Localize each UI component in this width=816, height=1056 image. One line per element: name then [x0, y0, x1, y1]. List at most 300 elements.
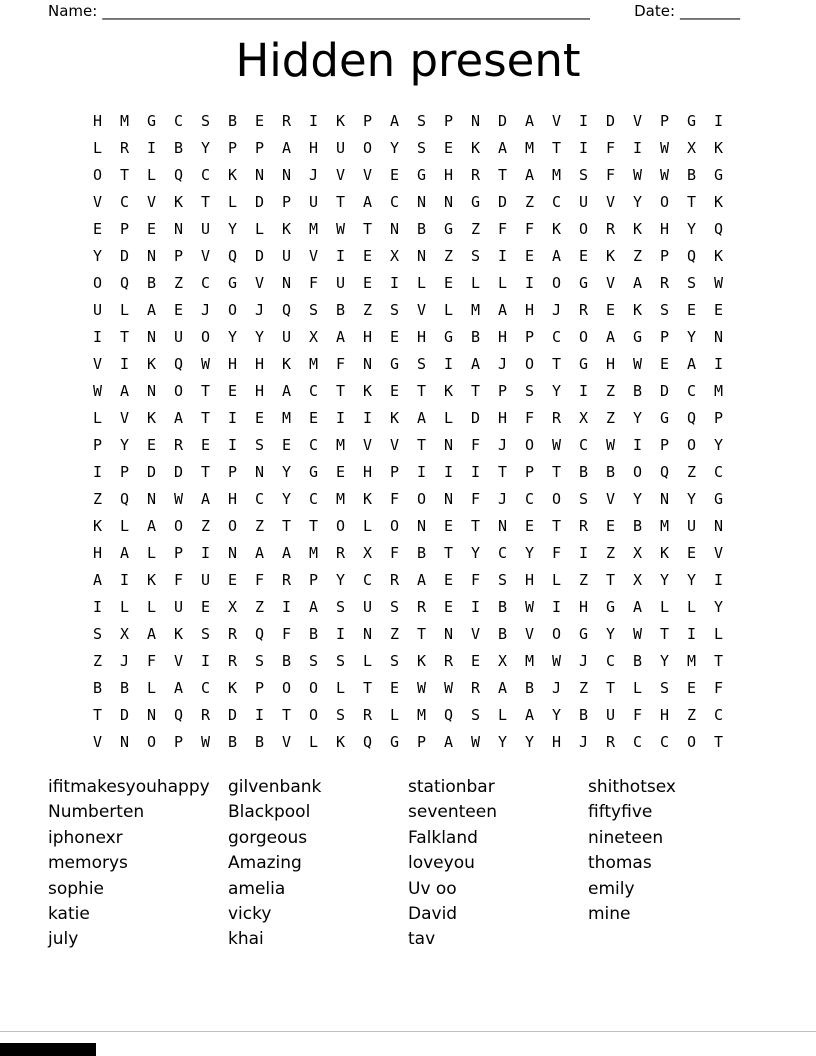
grid-letter: X — [362, 544, 373, 562]
grid-letter: T — [443, 544, 454, 562]
grid-letter: M — [335, 436, 346, 454]
grid-letter: C — [200, 166, 211, 184]
grid-letter: G — [605, 598, 616, 616]
grid-letter: Q — [227, 247, 238, 265]
grid-letter: K — [362, 490, 373, 508]
grid-letter: J — [551, 679, 562, 697]
grid-letter: H — [659, 220, 670, 238]
grid-letter: A — [632, 274, 643, 292]
grid-letter: I — [578, 382, 589, 400]
grid-letter: R — [578, 517, 589, 535]
grid-letter: K — [281, 220, 292, 238]
grid-letter: E — [308, 409, 319, 427]
grid-letter: Z — [605, 409, 616, 427]
grid-letter: N — [470, 112, 481, 130]
grid-letter: W — [416, 679, 427, 697]
grid-letter: Q — [173, 355, 184, 373]
grid-letter: W — [632, 166, 643, 184]
grid-letter: E — [686, 679, 697, 697]
grid-letter: Y — [686, 571, 697, 589]
grid-letter: H — [551, 733, 562, 751]
grid-letter: O — [227, 301, 238, 319]
grid-letter: N — [362, 355, 373, 373]
grid-letter: A — [254, 544, 265, 562]
grid-letter: V — [524, 625, 535, 643]
grid-letter: Q — [713, 220, 724, 238]
grid-letter: P — [173, 247, 184, 265]
grid-letter: Y — [632, 193, 643, 211]
grid-row — [0, 459, 816, 486]
grid-letter: R — [605, 220, 616, 238]
grid-letter: T — [200, 382, 211, 400]
grid-row — [0, 189, 816, 216]
grid-letter: W — [632, 625, 643, 643]
grid-letter: V — [281, 733, 292, 751]
grid-letter: M — [659, 517, 670, 535]
grid-letter: N — [713, 517, 724, 535]
grid-letter: D — [254, 193, 265, 211]
grid-letter: P — [227, 139, 238, 157]
grid-letter: I — [632, 139, 643, 157]
word-item: sophie — [48, 878, 105, 899]
grid-letter: Z — [686, 706, 697, 724]
grid-letter: H — [254, 355, 265, 373]
grid-letter: S — [389, 301, 400, 319]
grid-letter: Z — [254, 517, 265, 535]
grid-letter: G — [578, 274, 589, 292]
grid-letter: Q — [686, 409, 697, 427]
word-item: vicky — [228, 904, 272, 925]
word-item: stationbar — [408, 777, 495, 797]
grid-letter: K — [470, 139, 481, 157]
grid-letter: Y — [605, 625, 616, 643]
word-list-column — [588, 775, 768, 953]
grid-letter: L — [632, 679, 643, 697]
word-item: memorys — [48, 853, 128, 874]
grid-letter: O — [362, 139, 373, 157]
grid-letter: C — [524, 490, 535, 508]
grid-letter: L — [443, 301, 454, 319]
grid-row — [0, 297, 816, 324]
grid-letter: T — [470, 517, 481, 535]
grid-letter: Z — [632, 247, 643, 265]
grid-letter: P — [362, 112, 373, 130]
word-item: Falkland — [408, 827, 478, 848]
grid-letter: C — [254, 490, 265, 508]
grid-letter: N — [119, 733, 130, 751]
grid-letter: Y — [281, 463, 292, 481]
grid-letter: O — [416, 490, 427, 508]
grid-letter: X — [632, 544, 643, 562]
grid-row — [0, 243, 816, 270]
grid-letter: P — [308, 571, 319, 589]
grid-letter: O — [146, 733, 157, 751]
grid-letter: C — [173, 112, 184, 130]
grid-letter: E — [686, 544, 697, 562]
grid-letter: A — [92, 571, 103, 589]
grid-letter: Y — [524, 544, 535, 562]
grid-letter: N — [254, 166, 265, 184]
grid-letter: E — [389, 328, 400, 346]
grid-letter: Y — [227, 328, 238, 346]
grid-letter: V — [389, 436, 400, 454]
grid-letter: H — [308, 139, 319, 157]
grid-letter: S — [335, 706, 346, 724]
grid-letter: B — [416, 544, 427, 562]
grid-letter: P — [659, 436, 670, 454]
grid-letter: U — [281, 328, 292, 346]
grid-letter: M — [524, 652, 535, 670]
grid-letter: H — [92, 112, 103, 130]
grid-letter: T — [497, 166, 508, 184]
footer-block — [0, 1043, 96, 1056]
grid-letter: S — [659, 301, 670, 319]
grid-letter: J — [578, 652, 589, 670]
grid-letter: K — [281, 355, 292, 373]
grid-letter: I — [632, 436, 643, 454]
grid-letter: Y — [524, 733, 535, 751]
grid-letter: B — [524, 679, 535, 697]
word-item: july — [48, 929, 79, 950]
grid-letter: P — [173, 544, 184, 562]
grid-letter: L — [146, 598, 157, 616]
grid-letter: A — [524, 112, 535, 130]
grid-letter: M — [281, 409, 292, 427]
grid-letter: A — [308, 598, 319, 616]
grid-letter: K — [227, 679, 238, 697]
grid-letter: K — [713, 247, 724, 265]
grid-letter: H — [362, 328, 373, 346]
grid-letter: X — [389, 247, 400, 265]
grid-letter: S — [578, 166, 589, 184]
grid-letter: Z — [605, 544, 616, 562]
grid-letter: R — [470, 166, 481, 184]
grid-letter: P — [497, 382, 508, 400]
grid-row — [0, 702, 816, 729]
grid-letter: R — [605, 733, 616, 751]
grid-letter: I — [524, 274, 535, 292]
word-item: Blackpool — [228, 802, 311, 823]
grid-letter: S — [470, 706, 481, 724]
grid-letter: T — [281, 517, 292, 535]
grid-letter: I — [200, 652, 211, 670]
grid-letter: I — [92, 328, 103, 346]
grid-letter: F — [497, 220, 508, 238]
grid-letter: V — [605, 193, 616, 211]
grid-letter: P — [281, 193, 292, 211]
grid-letter: L — [497, 706, 508, 724]
grid-letter: T — [92, 706, 103, 724]
grid-letter: A — [497, 679, 508, 697]
grid-letter: S — [686, 274, 697, 292]
grid-letter: V — [173, 652, 184, 670]
grid-letter: Z — [524, 193, 535, 211]
grid-letter: S — [308, 652, 319, 670]
grid-letter: J — [254, 301, 265, 319]
grid-letter: R — [362, 706, 373, 724]
grid-letter: V — [335, 166, 346, 184]
grid-letter: Y — [389, 139, 400, 157]
grid-letter: L — [335, 679, 346, 697]
grid-letter: Y — [632, 409, 643, 427]
grid-letter: F — [551, 544, 562, 562]
grid-letter: H — [524, 301, 535, 319]
grid-letter: B — [173, 139, 184, 157]
grid-letter: G — [578, 625, 589, 643]
grid-letter: E — [200, 598, 211, 616]
grid-letter: O — [551, 274, 562, 292]
grid-letter: V — [362, 436, 373, 454]
grid-letter: G — [713, 166, 724, 184]
grid-letter: G — [416, 166, 427, 184]
grid-letter: H — [605, 355, 616, 373]
grid-letter: K — [146, 355, 157, 373]
grid-letter: K — [173, 193, 184, 211]
date-label: Date: — [634, 2, 675, 20]
grid-letter: Q — [119, 274, 130, 292]
grid-letter: C — [308, 382, 319, 400]
word-list-column — [228, 775, 408, 953]
grid-letter: I — [335, 247, 346, 265]
grid-letter: D — [227, 706, 238, 724]
grid-letter: N — [443, 436, 454, 454]
grid-letter: J — [551, 301, 562, 319]
grid-letter: B — [497, 625, 508, 643]
grid-letter: L — [389, 706, 400, 724]
word-item: fiftyfive — [588, 802, 653, 823]
grid-letter: Z — [578, 571, 589, 589]
grid-letter: S — [416, 139, 427, 157]
grid-letter: G — [632, 328, 643, 346]
grid-letter: M — [308, 220, 319, 238]
grid-row — [0, 324, 816, 351]
date-line: ________ — [680, 2, 740, 20]
word-item: loveyou — [408, 853, 475, 874]
grid-letter: U — [200, 571, 211, 589]
grid-letter: A — [200, 490, 211, 508]
grid-letter: E — [227, 382, 238, 400]
grid-letter: U — [578, 193, 589, 211]
grid-letter: W — [470, 733, 481, 751]
grid-letter: P — [119, 220, 130, 238]
grid-letter: L — [551, 571, 562, 589]
grid-letter: L — [362, 517, 373, 535]
grid-letter: C — [551, 328, 562, 346]
grid-letter: N — [146, 382, 157, 400]
grid-letter: S — [389, 652, 400, 670]
grid-letter: F — [389, 490, 400, 508]
grid-letter: F — [389, 544, 400, 562]
grid-letter: N — [146, 490, 157, 508]
grid-letter: G — [146, 112, 157, 130]
grid-letter: L — [416, 274, 427, 292]
grid-letter: T — [335, 382, 346, 400]
grid-letter: Q — [443, 706, 454, 724]
grid-letter: G — [308, 463, 319, 481]
grid-letter: T — [497, 463, 508, 481]
grid-letter: S — [416, 112, 427, 130]
grid-letter: O — [524, 355, 535, 373]
grid-letter: R — [173, 436, 184, 454]
grid-letter: Z — [362, 301, 373, 319]
grid-letter: X — [632, 571, 643, 589]
grid-letter: D — [659, 382, 670, 400]
grid-letter: E — [389, 382, 400, 400]
grid-letter: L — [686, 598, 697, 616]
letter-grid — [0, 108, 816, 756]
grid-letter: T — [686, 193, 697, 211]
grid-letter: K — [92, 517, 103, 535]
grid-letter: T — [713, 652, 724, 670]
grid-letter: L — [308, 733, 319, 751]
grid-letter: K — [659, 544, 670, 562]
grid-letter: B — [632, 652, 643, 670]
word-item: Numberten — [48, 802, 145, 823]
grid-letter: L — [227, 193, 238, 211]
grid-letter: C — [632, 733, 643, 751]
grid-letter: I — [443, 355, 454, 373]
grid-letter: A — [443, 733, 454, 751]
grid-letter: C — [200, 274, 211, 292]
grid-letter: U — [200, 220, 211, 238]
grid-letter: G — [578, 355, 589, 373]
grid-letter: W — [551, 652, 562, 670]
grid-letter: P — [173, 733, 184, 751]
grid-letter: T — [551, 517, 562, 535]
word-item: ifitmakesyouhappy — [48, 777, 210, 797]
grid-letter: V — [470, 625, 481, 643]
grid-letter: B — [632, 517, 643, 535]
grid-row — [0, 540, 816, 567]
grid-letter: T — [470, 382, 481, 400]
grid-letter: D — [119, 247, 130, 265]
grid-letter: T — [416, 625, 427, 643]
grid-letter: H — [227, 490, 238, 508]
grid-letter: D — [119, 706, 130, 724]
grid-letter: S — [200, 112, 211, 130]
grid-letter: E — [659, 355, 670, 373]
grid-letter: O — [524, 436, 535, 454]
grid-letter: W — [605, 436, 616, 454]
grid-letter: P — [389, 463, 400, 481]
grid-letter: A — [524, 166, 535, 184]
grid-letter: K — [443, 382, 454, 400]
grid-letter: N — [659, 490, 670, 508]
grid-letter: P — [227, 463, 238, 481]
grid-letter: P — [713, 409, 724, 427]
grid-letter: E — [146, 220, 157, 238]
grid-letter: N — [281, 166, 292, 184]
grid-letter: W — [200, 733, 211, 751]
grid-letter: A — [281, 382, 292, 400]
grid-letter: M — [308, 544, 319, 562]
grid-letter: F — [173, 571, 184, 589]
grid-letter: M — [686, 652, 697, 670]
grid-letter: Y — [335, 571, 346, 589]
grid-letter: K — [605, 247, 616, 265]
word-list — [0, 775, 816, 953]
grid-letter: O — [659, 193, 670, 211]
grid-letter: Y — [92, 247, 103, 265]
grid-letter: J — [119, 652, 130, 670]
grid-letter: E — [470, 652, 481, 670]
grid-letter: A — [686, 355, 697, 373]
grid-letter: V — [713, 544, 724, 562]
grid-letter: Y — [281, 490, 292, 508]
grid-letter: V — [200, 247, 211, 265]
grid-letter: A — [416, 409, 427, 427]
grid-letter: T — [659, 625, 670, 643]
grid-letter: B — [686, 166, 697, 184]
grid-letter: M — [470, 301, 481, 319]
grid-letter: S — [416, 355, 427, 373]
grid-letter: K — [416, 652, 427, 670]
grid-letter: W — [659, 166, 670, 184]
grid-letter: A — [146, 625, 157, 643]
grid-letter: W — [551, 436, 562, 454]
grid-letter: O — [308, 706, 319, 724]
grid-letter: O — [686, 436, 697, 454]
grid-row — [0, 567, 816, 594]
grid-row — [0, 594, 816, 621]
grid-letter: A — [119, 382, 130, 400]
grid-letter: K — [632, 301, 643, 319]
grid-letter: C — [605, 652, 616, 670]
grid-letter: W — [92, 382, 103, 400]
grid-row — [0, 621, 816, 648]
grid-letter: R — [200, 706, 211, 724]
grid-letter: I — [119, 571, 130, 589]
grid-letter: K — [173, 625, 184, 643]
grid-letter: Y — [713, 598, 724, 616]
grid-letter: H — [524, 571, 535, 589]
grid-letter: N — [146, 706, 157, 724]
grid-letter: S — [470, 247, 481, 265]
grid-letter: N — [416, 517, 427, 535]
grid-letter: L — [146, 166, 157, 184]
word-item: khai — [228, 929, 264, 950]
grid-letter: B — [632, 382, 643, 400]
grid-row — [0, 270, 816, 297]
grid-letter: E — [686, 301, 697, 319]
grid-letter: C — [308, 436, 319, 454]
grid-letter: I — [308, 112, 319, 130]
grid-letter: A — [335, 328, 346, 346]
grid-letter: W — [632, 355, 643, 373]
grid-letter: J — [497, 355, 508, 373]
word-item: Amazing — [228, 853, 302, 874]
grid-letter: E — [713, 301, 724, 319]
grid-letter: V — [632, 112, 643, 130]
grid-letter: E — [92, 220, 103, 238]
grid-letter: Q — [659, 463, 670, 481]
grid-letter: O — [389, 517, 400, 535]
grid-letter: K — [146, 571, 157, 589]
grid-letter: E — [605, 517, 616, 535]
grid-letter: S — [659, 679, 670, 697]
grid-letter: Y — [659, 571, 670, 589]
grid-row — [0, 216, 816, 243]
grid-letter: B — [308, 625, 319, 643]
grid-letter: E — [200, 436, 211, 454]
grid-letter: P — [524, 328, 535, 346]
grid-letter: L — [713, 625, 724, 643]
grid-letter: T — [200, 409, 211, 427]
grid-letter: Q — [362, 733, 373, 751]
grid-letter: V — [146, 193, 157, 211]
grid-letter: A — [173, 679, 184, 697]
grid-letter: N — [362, 625, 373, 643]
